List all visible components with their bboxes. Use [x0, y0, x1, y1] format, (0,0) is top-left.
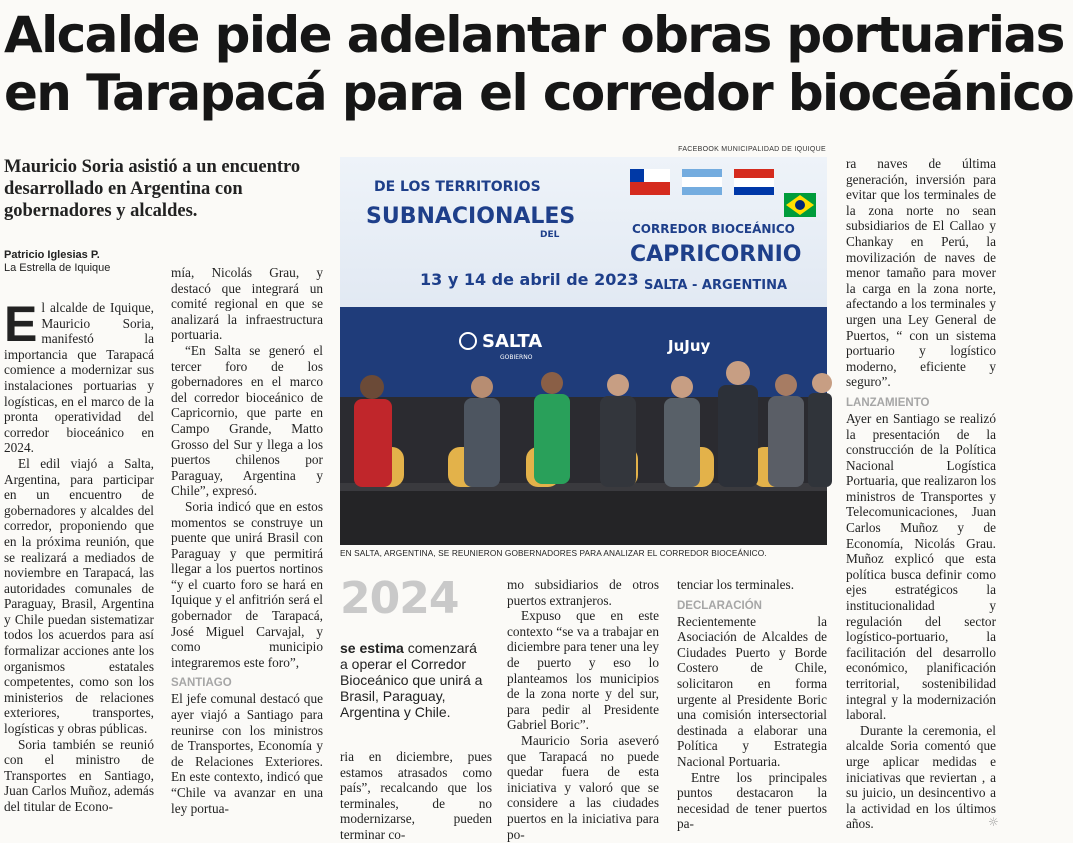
banner-dates: 13 y 14 de abril de 2023 — [420, 270, 639, 289]
headline-line-2: en Tarapacá para el corredor bioceánico — [4, 64, 1073, 122]
event-photo — [340, 157, 827, 545]
fact-text: comenzará a operar el Corredor Bioceánico que unirá a Brasil, Paraguay, Argentina y Chile. — [340, 640, 483, 720]
section-kicker-declaracion: DECLARACIÓN — [677, 599, 762, 612]
subheadline: Mauricio Soria asistió a un encuentro desarrollado en Argentina con gobernadores y alcaldes. — [4, 157, 301, 221]
article-column-5 — [677, 577, 827, 832]
paragraph: El edil viajó a Salta, Argentina, para participar en un encuentro de gobernadores y alcaldes del corredor, proponiendo que en la próxima reunión, que se realizará a mediados de noviembre en Tarapacá, las autoridades comunales de Paraguay, Brasil, Argentina y Chile puedan sistematizar todos los acuerdos para así formalizar acciones ante los organismos estatales competentes, como son los ministerios de relaciones exteriores, transportes, logísticas y obras públicas. — [4, 455, 154, 737]
byline — [4, 249, 110, 275]
headline-line-1: Alcalde pide adelantar obras portuarias — [4, 6, 1064, 64]
paragraph: Soria también se reunió con el ministro de Transportes en Santiago, Juan Carlos Muñoz, además del titular de Econo- — [4, 736, 154, 814]
article-column-2 — [171, 265, 323, 828]
fact-lead: se estima — [340, 640, 404, 656]
paragraph: El jefe comunal destacó que ayer viajó a Santiago para reunirse con los ministros de Transportes, Economía y de Relaciones Exteriores. En este contexto, indicó que “Chile va avanzar en una ley portua- — [171, 691, 323, 816]
event-photo-illustration — [340, 157, 827, 545]
salta-gobierno-text: GOBIERNO — [500, 354, 533, 361]
capricornio-text: CAPRICORNIO — [630, 242, 802, 267]
section-kicker-santiago: SANTIAGO — [171, 677, 232, 690]
headline — [4, 6, 1073, 122]
section-kicker-lanzamiento: LANZAMIENTO — [846, 396, 930, 409]
paragraph: Entre los principales puntos destacaron la necesidad de tener puertos pa- — [677, 769, 827, 832]
fact-number: 2024 — [340, 573, 459, 624]
paragraph: mo subsidiarios de otros puertos extranjeros. — [507, 577, 659, 608]
fact-box — [340, 640, 488, 720]
photo-credit: FACEBOOK MUNICIPALIDAD DE IQUIQUE — [678, 146, 826, 153]
article-column-4 — [507, 577, 659, 842]
paragraph: tenciar los terminales. — [677, 577, 795, 592]
lead-paragraph: El alcalde de Iquique, Mauricio Soria, manifestó la importancia que Tarapacá comience a modernizar sus instalaciones portuarias y logísticas, en el marco de la pronta operatividad del corredor bioceánico en 2024. — [4, 296, 154, 456]
paragraph: mía, Nicolás Grau, y destacó que integrará un comité regional en que se analizará la infraestructura portuaria. — [171, 265, 323, 343]
banner-text-del: DEL — [540, 230, 560, 240]
chile-flag-icon — [630, 169, 670, 195]
paragraph: Expuso que en este contexto “se va a trabajar en diciembre para tener una ley de puerto y eso lo planteamos los municipios de la zona norte y del sur, para pedir al Presidente Gabriel Boric”. — [507, 608, 659, 733]
paragraph: Mauricio Soria aseveró que Tarapacá no puede quedar fuera de esta iniciativa y valoró que se considere a las ciudades puertos en la iniciativa para po- — [507, 732, 659, 842]
article-column-6 — [846, 156, 996, 832]
corredor-text: CORREDOR BIOCEÁNICO — [632, 222, 795, 236]
banner-text-line-1: DE LOS TERRITORIOS — [374, 179, 541, 195]
paragraph: ra naves de última generación, inversión para evitar que los terminales de la zona norte no sean subsidiarios de El Callao y Chankay en Perú, la movilización de naves de menor tamaño para mover la carga en la zona norte, afectando a los terminales y urgen una Ley General de Puertos, “ con un sistema portuario y logístico moderno, eficiente y seguro”. — [846, 156, 996, 390]
brazil-flag-icon — [784, 193, 816, 217]
article-column-1 — [4, 296, 154, 828]
salta-logo-text: SALTA — [482, 331, 543, 352]
argentina-flag-icon — [682, 169, 722, 195]
jujuy-logo-text: JuJuy — [668, 337, 711, 355]
author-outlet: La Estrella de Iquique — [4, 262, 111, 274]
paragraph: Durante la ceremonia, el alcalde Soria comentó que urge aplicar medidas e iniciativas que reviertan , a su juicio, un desincentivo a la actividad en los últimos años. — [846, 722, 996, 832]
paragraph: Soria indicó que en estos momentos se construye un puente que unirá Brasil con Paraguay y que permitirá llegar a los puertos nortinos “y el cuarto foro se hará en Iquique y el anfitrión será el gobernador de Tarapacá, José Miguel Carvajal, y como municipio integraremos este foro”, — [171, 498, 323, 670]
paragraph: Recientemente la Asociación de Alcaldes de Ciudades Puerto y Borde Costero de Chile, solicitaron en forma urgente al Presidente Boric una comisión intersectorial destinada a elaborar una Política y Estrategia Nacional Portuaria. — [677, 613, 827, 769]
salta-argentina-text: SALTA - ARGENTINA — [644, 278, 788, 293]
banner-text-line-2: SUBNACIONALES — [366, 204, 576, 229]
paragraph: ria en diciembre, pues estamos atrasados como país”, recalcando que los terminales, de no modernizarse, pueden terminar co- — [340, 749, 492, 842]
author-name: Patricio Iglesias P. — [4, 249, 100, 261]
paraguay-flag-icon — [734, 169, 774, 195]
article-column-3 — [340, 749, 492, 842]
end-mark-icon: ☼ — [988, 815, 999, 829]
paragraph: Ayer en Santiago se realizó la presentación de la construcción de la Política Nacional Logística Portuaria, que realizaron los ministros de Transportes y Telecomunicaciones, Juan Carlos Muñoz y de Economía, Nicolás Grau. Muñoz explicó que esta política busca definir como ejes estratégicos la institucionalidad y regulación del sector logístico-portuario, la facilitación del desarrollo económico, planificación territorial, sostenibilidad integral y la modernización laboral. — [846, 410, 996, 723]
drop-cap: E — [4, 296, 38, 352]
paragraph: “En Salta se generó el tercer foro de los gobernadores en el marco del corredor bioceánico de Capricornio, que parte en Campo Grande, Matto Grosso del Sur y llega a los puertos chilenos por Paraguay, Argentina y Chile”, expresó. — [171, 342, 323, 499]
photo-caption: EN SALTA, ARGENTINA, SE REUNIERON GOBERNADORES PARA ANALIZAR EL CORREDOR BIOCEÁNICO. — [340, 548, 767, 558]
